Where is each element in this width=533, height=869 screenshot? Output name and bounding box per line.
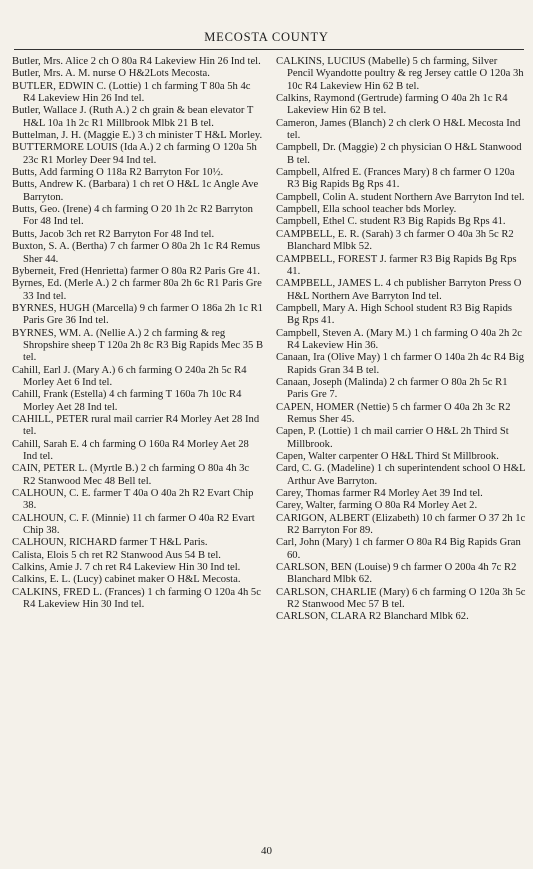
directory-entry: CARLSON, CLARA R2 Blanchard Mlbk 62.: [276, 611, 469, 623]
directory-entry: BYRNES, WM. A. (Nellie A.) 2 ch farming & reg Shropshire sheep T 120a 2h 8c R3 Big Rapids Mec 35 B tel.: [12, 327, 264, 364]
directory-entry: Cameron, James (Blanch) 2 ch clerk O H&L Mecosta Ind tel.: [276, 117, 521, 142]
directory-entry: CALHOUN, RICHARD farmer T H&L Paris.: [12, 537, 208, 549]
directory-entry: CARIGON, ALBERT (Elizabeth) 10 ch farmer O 37 2h 1c R2 Barryton For 89.: [276, 512, 526, 537]
directory-entry: Campbell, Colin A. student Northern Ave Barryton Ind tel.: [276, 191, 525, 203]
directory-entry: Carl, John (Mary) 1 ch farmer O 80a R4 Big Rapids Gran 60.: [276, 537, 521, 561]
directory-entry: Butts, Jacob 3ch ret R2 Barryton For 48 Ind tel.: [12, 228, 215, 240]
directory-entry: CAHILL, PETER rural mail carrier R4 Morley Aet 28 Ind tel.: [12, 413, 260, 438]
directory-entry: Butler, Mrs. A. M. nurse O H&2Lots Mecosta.: [12, 68, 210, 80]
directory-entry: Buttelman, J. H. (Maggie E.) 3 ch minister T H&L Morley.: [12, 130, 263, 142]
directory-entry: CAMPBELL, E. R. (Sarah) 3 ch farmer O 40a 3h 5c R2 Blanchard Mlbk 52.: [276, 228, 514, 253]
directory-entry: Cahill, Earl J. (Mary A.) 6 ch farming O 240a 2h 5c R4 Morley Aet 6 Ind tel.: [12, 364, 247, 388]
header-divider: [14, 49, 524, 50]
directory-entry: CAPEN, HOMER (Nettie) 5 ch farmer O 40a 2h 3c R2 Remus Sher 45.: [276, 401, 511, 425]
directory-entry: CAIN, PETER L. (Myrtle B.) 2 ch farming O 80a 4h 3c R2 Stanwood Mec 48 Bell tel.: [12, 463, 250, 487]
directory-entry: Calkins, Raymond (Gertrude) farming O 40a 2h 1c R4 Lakeview Hin 62 B tel.: [276, 93, 508, 117]
directory-entry: CALKINS, FRED L. (Frances) 1 ch farming O 120a 4h 5c R4 Lakeview Hin 30 Ind tel.: [12, 586, 261, 611]
directory-entry: Butts, Geo. (Irene) 4 ch farming O 20 1h 2c R2 Barryton For 48 Ind tel.: [12, 204, 253, 228]
directory-entry: Campbell, Alfred E. (Frances Mary) 8 ch farmer O 120a R3 Big Rapids Bg Rps 41.: [276, 167, 515, 191]
page-number: 40: [261, 845, 272, 857]
directory-entry: CALKINS, LUCIUS (Mabelle) 5 ch farming, Silver Pencil Wyandotte poultry & reg Jersey cattle O 120a 3h 10c R4 Lakeview Hin 62 B tel.: [276, 56, 524, 92]
directory-entry: Calkins, E. L. (Lucy) cabinet maker O H&L Mecosta.: [12, 574, 241, 586]
directory-entry: Campbell, Ella school teacher bds Morley.: [276, 204, 457, 216]
directory-entry: Carey, Thomas farmer R4 Morley Aet 39 Ind tel.: [276, 488, 483, 500]
directory-entry: Byberneit, Fred (Henrietta) farmer O 80a R2 Paris Gre 41.: [12, 265, 260, 277]
directory-entry: Calista, Elois 5 ch ret R2 Stanwood Aus 54 B tel.: [12, 549, 221, 561]
directory-entry: BYRNES, HUGH (Marcella) 9 ch farmer O 186a 2h 1c R1 Paris Gre 36 Ind tel.: [12, 302, 263, 327]
directory-entry: Butts, Andrew K. (Barbara) 1 ch ret O H&L 1c Angle Ave Barryton.: [12, 179, 259, 203]
directory-entry: CALHOUN, C. E. farmer T 40a O 40a 2h R2 Evart Chip 38.: [12, 488, 254, 512]
directory-entry: Canaan, Joseph (Malinda) 2 ch farmer O 80a 2h 5c R1 Paris Gre 7.: [276, 376, 508, 401]
directory-entry: CAMPBELL, FOREST J. farmer R3 Big Rapids Bg Rps 41.: [276, 253, 517, 277]
page-header: [0, 0, 533, 52]
directory-entry: Butler, Wallace J. (Ruth A.) 2 ch grain & bean elevator T H&L 10a 1h 2c R1 Millbrook Mlbk 21 B tel.: [12, 105, 254, 129]
directory-entry: Capen, Walter carpenter O H&L Third St Millbrook.: [276, 451, 499, 462]
directory-entry: CAMPBELL, JAMES L. 4 ch publisher Barryton Press O H&L Northern Ave Barryton Ind tel.: [276, 278, 522, 302]
directory-entry: Campbell, Ethel C. student R3 Big Rapids Bg Rps 41.: [276, 216, 506, 228]
directory-entry: Butts, Add farming O 118a R2 Barryton For 10½.: [12, 167, 224, 179]
directory-entry: Cahill, Frank (Estella) 4 ch farming T 160a 7h 10c R4 Morley Aet 28 Ind tel.: [12, 389, 242, 413]
directory-entry: Capen, P. (Lottie) 1 ch mail carrier O H&L 2h Third St Millbrook.: [276, 426, 509, 450]
directory-entry: CALHOUN, C. F. (Minnie) 11 ch farmer O 40a R2 Evart Chip 38.: [12, 512, 255, 537]
directory-entry: CARLSON, CHARLIE (Mary) 6 ch farming O 120a 3h 5c R2 Stanwood Mec 57 B tel.: [276, 586, 526, 611]
directory-entry: CARLSON, BEN (Louise) 9 ch farmer O 200a 4h 7c R2 Blanchard Mlbk 62.: [276, 562, 517, 586]
directory-entry: BUTTERMORE LOUIS (Ida A.) 2 ch farming O 120a 5h 23c R1 Morley Deer 94 Ind tel.: [12, 142, 257, 166]
directory-entry: BUTLER, EDWIN C. (Lottie) 1 ch farming T 80a 5h 4c R4 Lakeview Hin 26 Ind tel.: [12, 80, 251, 105]
right-column: [276, 56, 526, 624]
page-title: MECOSTA COUNTY: [204, 30, 329, 44]
directory-entry: Card, C. G. (Madeline) 1 ch superintendent school O H&L Arthur Ave Barryton.: [276, 463, 526, 487]
directory-entry: Campbell, Steven A. (Mary M.) 1 ch farming O 40a 2h 2c R4 Lakeview Hin 36.: [276, 327, 522, 351]
directory-entry: Calkins, Amie J. 7 ch ret R4 Lakeview Hin 30 Ind tel.: [12, 562, 241, 574]
directory-entry: Cahill, Sarah E. 4 ch farming O 160a R4 Morley Aet 28 Ind tel.: [12, 438, 249, 462]
directory-entry: Campbell, Dr. (Maggie) 2 ch physician O H&L Stanwood B tel.: [276, 142, 522, 166]
directory-entry: Carey, Walter, farming O 80a R4 Morley Aet 2.: [276, 500, 478, 512]
left-column: [12, 56, 264, 611]
directory-entry: Canaan, Ira (Olive May) 1 ch farmer O 140a 2h 4c R4 Big Rapids Gran 34 B tel.: [276, 352, 524, 376]
directory-entry: Campbell, Mary A. High School student R3 Big Rapids Bg Rps 41.: [276, 302, 513, 327]
directory-entry: Buxton, S. A. (Bertha) 7 ch farmer O 80a 2h 1c R4 Remus Sher 44.: [12, 241, 261, 265]
directory-entry: Butler, Mrs. Alice 2 ch O 80a R4 Lakeview Hin 26 Ind tel.: [12, 56, 261, 67]
directory-entry: Byrnes, Ed. (Merle A.) 2 ch farmer 80a 2h 6c R1 Paris Gre 33 Ind tel.: [12, 278, 262, 302]
